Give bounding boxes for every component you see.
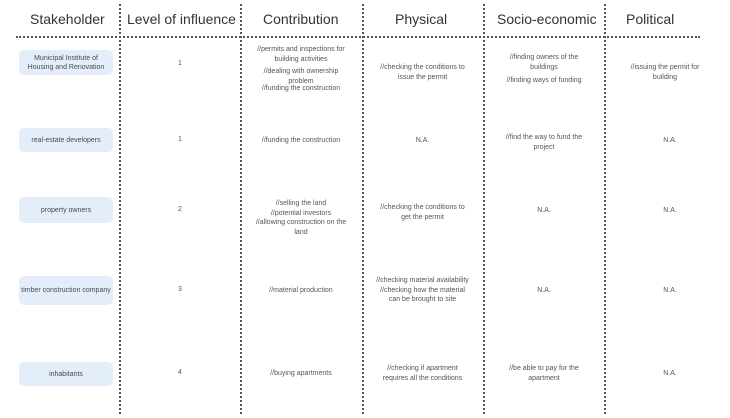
- political-note: N.A.: [663, 207, 677, 214]
- influence-level: 1: [178, 60, 182, 67]
- column-divider: [240, 4, 242, 414]
- header-contribution: Contribution: [263, 11, 339, 27]
- influence-level: 2: [178, 206, 182, 213]
- political-note: N.A.: [663, 370, 677, 377]
- header-physical: Physical: [395, 11, 448, 27]
- contribution-note: //buying apartments: [270, 370, 332, 377]
- socio-economic-note: //find the way to fund the project: [505, 134, 583, 151]
- column-divider: [119, 4, 121, 414]
- stakeholder-note[interactable]: real-estate developers: [19, 128, 113, 152]
- political-note: //issuing the permit for building: [630, 64, 700, 81]
- stakeholder-note[interactable]: property owners: [19, 197, 113, 223]
- header-level-of-influence: Level of influence: [127, 11, 236, 27]
- stakeholder-note[interactable]: timber construction company: [19, 276, 113, 305]
- socio-economic-note: N.A.: [537, 207, 551, 214]
- physical-note: //checking material availability //checking how the material can be brought to site: [376, 277, 469, 303]
- political-note: N.A.: [663, 137, 677, 144]
- influence-level: 3: [178, 286, 182, 293]
- column-divider: [483, 4, 485, 414]
- stakeholder-note[interactable]: inhabitants: [19, 362, 113, 386]
- physical-note: //checking if apartment requires all the conditions: [382, 365, 463, 382]
- header-socio-economic: Socio-economic: [497, 11, 597, 27]
- stakeholder-note[interactable]: Municipal Institute of Housing and Renovation: [19, 50, 113, 75]
- political-note: N.A.: [663, 287, 677, 294]
- influence-level: 1: [178, 136, 182, 143]
- socio-economic-note: N.A.: [537, 287, 551, 294]
- contribution-note: //material production: [269, 287, 333, 294]
- header-stakeholder: Stakeholder: [30, 11, 105, 27]
- header-political: Political: [626, 11, 675, 27]
- physical-note: //checking the conditions to issue the permit: [380, 64, 465, 81]
- physical-note: //checking the conditions to get the permit: [380, 204, 465, 221]
- contribution-note: //funding the construction: [261, 137, 341, 144]
- socio-economic-note: //finding owners of the buildings //finding ways of funding: [506, 54, 582, 84]
- socio-economic-note: //be able to pay for the apartment: [509, 365, 579, 382]
- influence-level: 4: [178, 369, 182, 376]
- contribution-note: //selling the land //potential investors //allowing construction on the land: [255, 200, 347, 236]
- contribution-note: //permits and inspections for building activities //dealing with ownership problem //funding the construction: [257, 46, 345, 92]
- physical-note: N.A.: [415, 137, 430, 144]
